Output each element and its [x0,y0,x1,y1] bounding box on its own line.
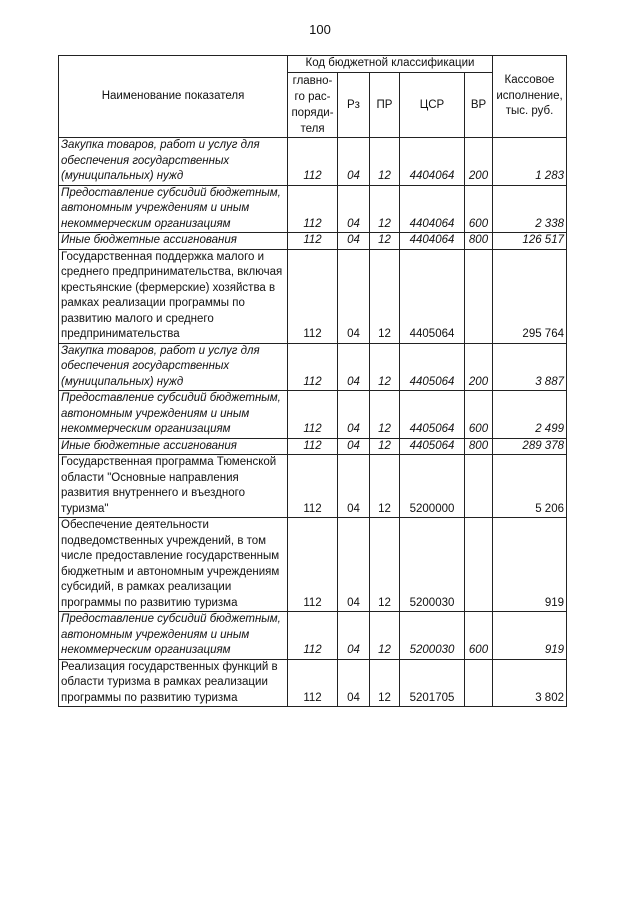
table-row [59,518,567,612]
table-row [59,438,567,455]
cell-name: Закупка товаров, работ и услуг для обеспечения государственных (муниципальных) нужд [59,138,288,186]
cell-vr: 800 [465,438,493,455]
header-pr: ПР [370,73,400,138]
cell-glavn: 112 [288,343,338,391]
cell-glavn: 112 [288,391,338,439]
cell-vr: 600 [465,612,493,660]
cell-vr [465,455,493,518]
cell-name: Государственная поддержка малого и среднего предпринимательства, включая крестьянские (фермерские) хозяйства в рамках реализации программы по развитию малого и среднего предпринимательства [59,249,288,343]
cell-name: Предоставление субсидий бюджетным, автономным учреждениям и иным некоммерческим организациям [59,612,288,660]
cell-pr: 12 [370,138,400,186]
cell-glavn: 112 [288,138,338,186]
cell-pr: 12 [370,233,400,250]
header-amount: Кассовое исполнение, тыс. руб. [493,56,567,138]
table-row [59,612,567,660]
cell-amount: 3 887 [493,343,567,391]
cell-rz: 04 [338,185,370,233]
table-row [59,391,567,439]
cell-pr: 12 [370,391,400,439]
header-code-group: Код бюджетной классификации [288,56,493,73]
cell-glavn: 112 [288,233,338,250]
cell-pr: 12 [370,438,400,455]
cell-rz: 04 [338,391,370,439]
cell-glavn: 112 [288,455,338,518]
cell-csr: 4405064 [400,438,465,455]
cell-glavn: 112 [288,249,338,343]
cell-vr [465,249,493,343]
cell-glavn: 112 [288,518,338,612]
cell-csr: 5201705 [400,659,465,707]
cell-pr: 12 [370,612,400,660]
cell-rz: 04 [338,612,370,660]
budget-table [58,55,567,707]
cell-rz: 04 [338,659,370,707]
cell-amount: 3 802 [493,659,567,707]
cell-amount: 5 206 [493,455,567,518]
cell-rz: 04 [338,455,370,518]
cell-csr: 4404064 [400,138,465,186]
cell-amount: 919 [493,518,567,612]
cell-name: Государственная программа Тюменской области "Основные направления развития внутреннего и въездного туризма" [59,455,288,518]
page-number: 100 [309,22,331,37]
cell-name: Реализация государственных функций в области туризма в рамках реализации программы по развитию туризма [59,659,288,707]
header-rz: Рз [338,73,370,138]
header-name: Наименование показателя [59,56,288,138]
cell-name: Иные бюджетные ассигнования [59,233,288,250]
header-vr: ВР [465,73,493,138]
cell-pr: 12 [370,249,400,343]
cell-amount: 2 499 [493,391,567,439]
cell-vr: 200 [465,138,493,186]
table-header [59,56,567,138]
cell-glavn: 112 [288,185,338,233]
cell-rz: 04 [338,249,370,343]
header-glavn: главно-го рас-поряди-теля [288,73,338,138]
cell-vr [465,659,493,707]
cell-glavn: 112 [288,612,338,660]
cell-rz: 04 [338,518,370,612]
cell-glavn: 112 [288,659,338,707]
cell-rz: 04 [338,438,370,455]
cell-amount: 126 517 [493,233,567,250]
cell-amount: 919 [493,612,567,660]
cell-csr: 5200000 [400,455,465,518]
cell-pr: 12 [370,518,400,612]
cell-name: Закупка товаров, работ и услуг для обеспечения государственных (муниципальных) нужд [59,343,288,391]
cell-csr: 5200030 [400,612,465,660]
cell-amount: 289 378 [493,438,567,455]
cell-pr: 12 [370,659,400,707]
cell-vr [465,518,493,612]
table-body [59,138,567,707]
cell-vr: 600 [465,391,493,439]
cell-csr: 4405064 [400,249,465,343]
cell-amount: 1 283 [493,138,567,186]
table-row [59,659,567,707]
cell-csr: 4404064 [400,185,465,233]
cell-pr: 12 [370,343,400,391]
cell-csr: 5200030 [400,518,465,612]
cell-amount: 295 764 [493,249,567,343]
table-row [59,138,567,186]
cell-name: Предоставление субсидий бюджетным, автономным учреждениям и иным некоммерческим организациям [59,185,288,233]
table-row [59,455,567,518]
cell-name: Предоставление субсидий бюджетным, автономным учреждениям и иным некоммерческим организациям [59,391,288,439]
cell-vr: 600 [465,185,493,233]
cell-csr: 4405064 [400,391,465,439]
cell-csr: 4404064 [400,233,465,250]
cell-pr: 12 [370,185,400,233]
cell-glavn: 112 [288,438,338,455]
cell-name: Обеспечение деятельности подведомственных учреждений, в том числе предоставление государственным бюджетным и автономным учреждениям субсидий, в рамках реализации программы по развитию туризма [59,518,288,612]
cell-rz: 04 [338,233,370,250]
cell-name: Иные бюджетные ассигнования [59,438,288,455]
table-row [59,343,567,391]
cell-vr: 800 [465,233,493,250]
cell-csr: 4405064 [400,343,465,391]
table-row [59,249,567,343]
cell-rz: 04 [338,138,370,186]
cell-rz: 04 [338,343,370,391]
cell-vr: 200 [465,343,493,391]
table-row [59,233,567,250]
table-row [59,185,567,233]
cell-amount: 2 338 [493,185,567,233]
cell-pr: 12 [370,455,400,518]
header-csr: ЦСР [400,73,465,138]
